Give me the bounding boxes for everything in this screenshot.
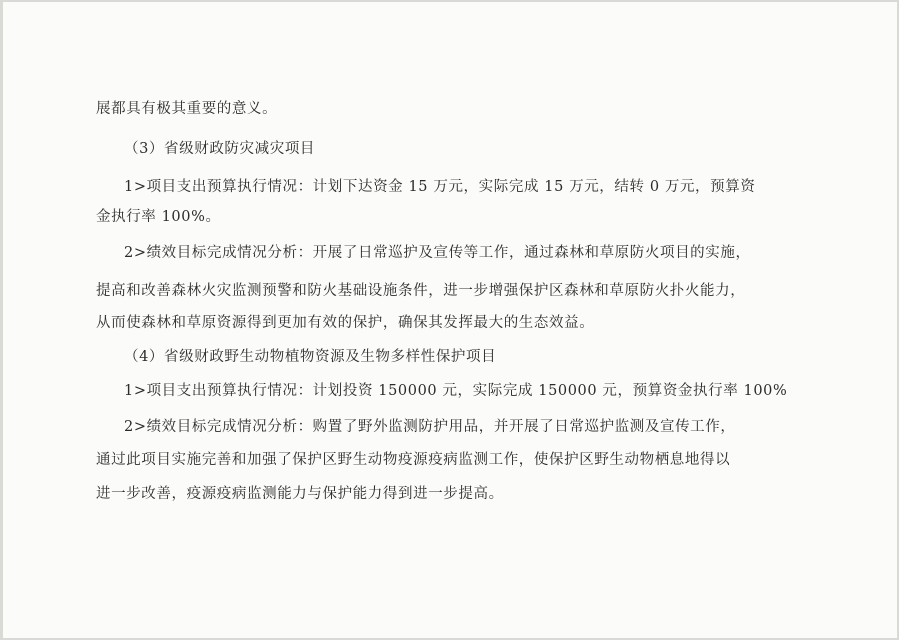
paragraph-line-3: 1>项目支出预算执行情况：计划下达资金 15 万元，实际完成 15 万元，结转 0 万元，预算资: [124, 179, 756, 195]
section-heading-3: （3）省级财政防灾减灾项目: [124, 141, 316, 157]
paragraph-line-12: 进一步改善，疫源疫病监测能力与保护能力得到进一步提高。: [96, 486, 504, 502]
section-heading-4: （4）省级财政野生动物植物资源及生物多样性保护项目: [124, 349, 497, 365]
paragraph-line-7: 从而使森林和草原资源得到更加有效的保护，确保其发挥最大的生态效益。: [96, 315, 595, 331]
paragraph-line-5: 2>绩效目标完成情况分析：开展了日常巡护及宣传等工作，通过森林和草原防火项目的实施，: [124, 245, 751, 261]
paragraph-line-1: 展都具有极其重要的意义。: [96, 101, 278, 117]
paragraph-line-11: 通过此项目实施完善和加强了保护区野生动物疫源疫病监测工作，使保护区野生动物栖息地得以: [96, 452, 731, 468]
paragraph-line-4: 金执行率 100%。: [96, 209, 221, 225]
paragraph-line-6: 提高和改善森林火灾监测预警和防火基础设施条件，进一步增强保护区森林和草原防火扑火能力，: [96, 283, 746, 299]
page-border-top: [0, 0, 899, 2]
paragraph-line-10: 2>绩效目标完成情况分析：购置了野外监测防护用品，并开展了日常巡护监测及宣传工作，: [124, 419, 736, 435]
paragraph-line-9: 1>项目支出预算执行情况：计划投资 150000 元，实际完成 150000 元，预算资金执行率 100%: [124, 383, 788, 399]
page-border-left: [0, 0, 3, 640]
